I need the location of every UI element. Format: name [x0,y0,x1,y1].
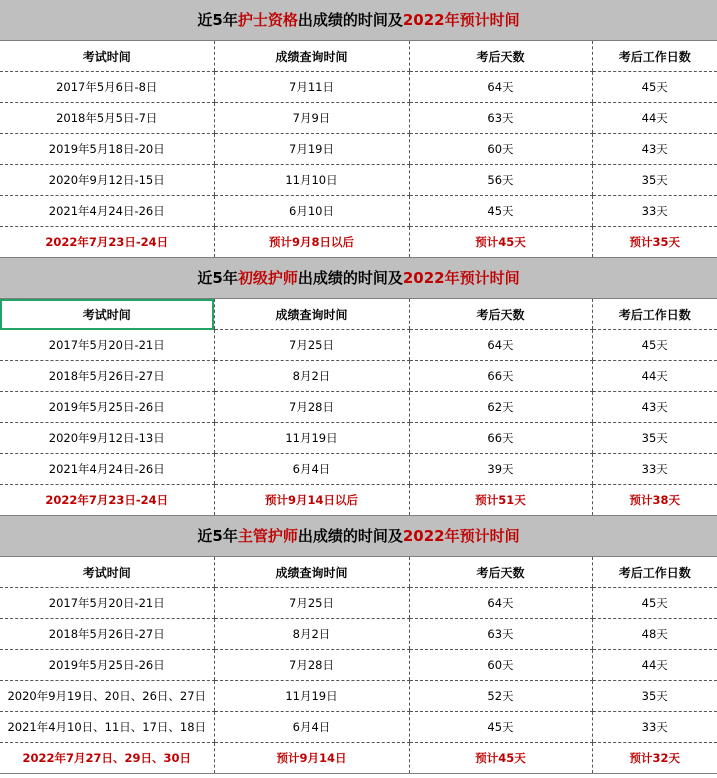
cell-exam-date[interactable]: 2018年5月5日-7日 [0,103,214,134]
cell-workdays-after[interactable]: 35天 [592,165,717,196]
title-middle: 出成绩的时间及 [297,269,403,287]
cell-query-date[interactable]: 6月10日 [214,196,409,227]
cell-query-date[interactable]: 8月2日 [214,361,409,392]
cell-workdays-after[interactable]: 33天 [592,196,717,227]
table-row [0,361,717,392]
table-nurse-qualification [0,41,717,258]
header-cell-workdays-after[interactable]: 考后工作日数 [592,557,717,588]
table-row [0,681,717,712]
cell-exam-date[interactable]: 2018年5月26日-27日 [0,361,214,392]
cell-workdays-after[interactable]: 45天 [592,588,717,619]
forecast-workdays-after[interactable]: 预计35天 [592,227,717,258]
cell-workdays-after[interactable]: 43天 [592,134,717,165]
cell-days-after[interactable]: 60天 [409,650,592,681]
cell-exam-date[interactable]: 2017年5月6日-8日 [0,72,214,103]
title-middle: 出成绩的时间及 [297,527,403,545]
table-row [0,454,717,485]
cell-workdays-after[interactable]: 45天 [592,72,717,103]
forecast-row [0,485,717,516]
table-row [0,72,717,103]
table-row [0,588,717,619]
forecast-row [0,743,717,774]
section-title-supervisor-nurse[interactable] [0,516,717,557]
cell-days-after[interactable]: 64天 [409,72,592,103]
cell-exam-date[interactable]: 2019年5月25日-26日 [0,392,214,423]
header-cell-exam-date-selected[interactable]: 考试时间 [0,299,214,330]
title-prefix: 近5年 [197,527,238,545]
table-row [0,103,717,134]
title-highlight: 初级护师 [237,269,298,287]
cell-exam-date[interactable]: 2019年5月18日-20日 [0,134,214,165]
cell-exam-date[interactable]: 2020年9月19日、20日、26日、27日 [0,681,214,712]
cell-exam-date[interactable]: 2021年4月24日-26日 [0,196,214,227]
cell-days-after[interactable]: 64天 [409,330,592,361]
forecast-days-after[interactable]: 预计51天 [409,485,592,516]
cell-query-date[interactable]: 11月19日 [214,423,409,454]
table-row [0,712,717,743]
table-row [0,196,717,227]
cell-exam-date[interactable]: 2017年5月20日-21日 [0,330,214,361]
cell-workdays-after[interactable]: 35天 [592,423,717,454]
cell-exam-date[interactable]: 2019年5月25日-26日 [0,650,214,681]
title-prefix: 近5年 [197,269,238,287]
header-cell-query-date[interactable]: 成绩查询时间 [214,557,409,588]
title-suffix: 2022年预计时间 [402,11,520,29]
cell-query-date[interactable]: 7月28日 [214,650,409,681]
cell-days-after[interactable]: 62天 [409,392,592,423]
title-suffix: 2022年预计时间 [402,527,520,545]
header-cell-query-date[interactable]: 成绩查询时间 [214,41,409,72]
table-supervisor-nurse [0,557,717,774]
header-row [0,41,717,72]
cell-query-date[interactable]: 7月28日 [214,392,409,423]
cell-days-after[interactable]: 52天 [409,681,592,712]
cell-query-date[interactable]: 7月25日 [214,588,409,619]
table-row [0,165,717,196]
cell-exam-date[interactable]: 2017年5月20日-21日 [0,588,214,619]
table-row [0,650,717,681]
forecast-exam-date[interactable]: 2022年7月27日、29日、30日 [0,743,214,774]
cell-exam-date[interactable]: 2018年5月26日-27日 [0,619,214,650]
forecast-days-after[interactable]: 预计45天 [409,227,592,258]
forecast-query-date[interactable]: 预计9月8日以后 [214,227,409,258]
cell-exam-date[interactable]: 2021年4月24日-26日 [0,454,214,485]
cell-workdays-after[interactable]: 33天 [592,712,717,743]
header-cell-days-after[interactable]: 考后天数 [409,41,592,72]
cell-workdays-after[interactable]: 45天 [592,330,717,361]
cell-query-date[interactable]: 7月9日 [214,103,409,134]
cell-days-after[interactable]: 66天 [409,361,592,392]
cell-days-after[interactable]: 63天 [409,103,592,134]
cell-workdays-after[interactable]: 35天 [592,681,717,712]
header-cell-workdays-after[interactable]: 考后工作日数 [592,41,717,72]
header-cell-days-after[interactable]: 考后天数 [409,299,592,330]
cell-exam-date[interactable]: 2020年9月12日-13日 [0,423,214,454]
table-row [0,423,717,454]
cell-query-date[interactable]: 11月19日 [214,681,409,712]
header-row [0,557,717,588]
cell-query-date[interactable]: 8月2日 [214,619,409,650]
cell-days-after[interactable]: 63天 [409,619,592,650]
title-middle: 出成绩的时间及 [297,11,403,29]
header-row [0,299,717,330]
cell-days-after[interactable]: 56天 [409,165,592,196]
title-highlight: 主管护师 [237,527,298,545]
table-row [0,619,717,650]
header-cell-exam-date[interactable]: 考试时间 [0,41,214,72]
cell-workdays-after[interactable]: 43天 [592,392,717,423]
cell-exam-date[interactable]: 2020年9月12日-15日 [0,165,214,196]
cell-days-after[interactable]: 39天 [409,454,592,485]
cell-days-after[interactable]: 66天 [409,423,592,454]
title-highlight: 护士资格 [237,11,298,29]
table-row [0,134,717,165]
cell-workdays-after[interactable]: 44天 [592,103,717,134]
forecast-exam-date[interactable]: 2022年7月23日-24日 [0,227,214,258]
cell-query-date[interactable]: 11月10日 [214,165,409,196]
cell-query-date[interactable]: 7月25日 [214,330,409,361]
cell-days-after[interactable]: 45天 [409,712,592,743]
header-cell-days-after[interactable]: 考后天数 [409,557,592,588]
forecast-days-after[interactable]: 预计45天 [409,743,592,774]
forecast-workdays-after[interactable]: 预计38天 [592,485,717,516]
cell-query-date[interactable]: 7月11日 [214,72,409,103]
cell-workdays-after[interactable]: 33天 [592,454,717,485]
cell-query-date[interactable]: 6月4日 [214,712,409,743]
cell-query-date[interactable]: 7月19日 [214,134,409,165]
cell-query-date[interactable]: 6月4日 [214,454,409,485]
cell-days-after[interactable]: 45天 [409,196,592,227]
cell-days-after[interactable]: 64天 [409,588,592,619]
title-prefix: 近5年 [197,11,238,29]
header-cell-workdays-after[interactable]: 考后工作日数 [592,299,717,330]
header-cell-query-date[interactable]: 成绩查询时间 [214,299,409,330]
title-suffix: 2022年预计时间 [402,269,520,287]
forecast-query-date[interactable]: 预计9月14日以后 [214,485,409,516]
cell-days-after[interactable]: 60天 [409,134,592,165]
cell-workdays-after[interactable]: 48天 [592,619,717,650]
forecast-row [0,227,717,258]
header-cell-exam-date[interactable]: 考试时间 [0,557,214,588]
forecast-workdays-after[interactable]: 预计32天 [592,743,717,774]
section-title-nurse-qualification[interactable] [0,0,717,41]
forecast-exam-date[interactable]: 2022年7月23日-24日 [0,485,214,516]
cell-exam-date[interactable]: 2021年4月10日、11日、17日、18日 [0,712,214,743]
cell-workdays-after[interactable]: 44天 [592,650,717,681]
forecast-query-date[interactable]: 预计9月14日 [214,743,409,774]
section-title-junior-nurse[interactable] [0,258,717,299]
cell-workdays-after[interactable]: 44天 [592,361,717,392]
table-junior-nurse [0,299,717,516]
table-row [0,330,717,361]
table-row [0,392,717,423]
